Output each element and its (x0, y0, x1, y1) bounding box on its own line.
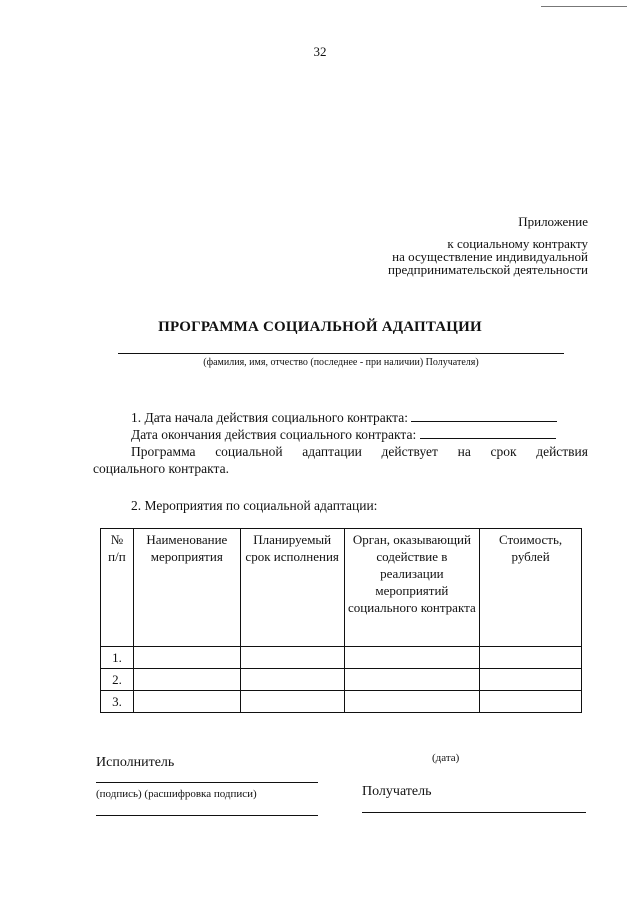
date-caption: (дата) (432, 752, 460, 764)
recipient-name-line[interactable] (118, 353, 564, 354)
start-date-field[interactable] (411, 409, 557, 422)
header-planned-term: Планируемый срок исполнения (240, 529, 344, 647)
table-row (101, 669, 582, 691)
cell-cost[interactable] (480, 669, 582, 691)
cell-planned-term[interactable] (240, 669, 344, 691)
recipient-label: Получатель (362, 784, 432, 799)
appendix-title: Приложение (518, 214, 588, 229)
executor-name-line[interactable] (96, 815, 318, 816)
top-rule (541, 6, 627, 7)
cell-activity-name[interactable] (133, 669, 240, 691)
document-title: ПРОГРАММА СОЦИАЛЬНОЙ АДАПТАЦИИ (158, 319, 482, 335)
appendix-line-3: предпринимательской деятельности (388, 262, 588, 277)
end-date-label: Дата окончания действия социального контракта: (131, 427, 417, 442)
start-date-row (131, 409, 557, 426)
appendix-line-2: на осуществление индивидуальной (392, 249, 588, 264)
cell-planned-term[interactable] (240, 691, 344, 713)
recipient-signature-line[interactable] (362, 812, 586, 813)
duration-line-1: Программа социальной адаптации действует на срок действия (131, 444, 588, 459)
row-number: 3. (101, 691, 134, 713)
recipient-name-caption: (фамилия, имя, отчество (последнее - при наличии) Получателя) (203, 357, 479, 368)
start-date-label: 1. Дата начала действия социального контракта: (131, 410, 408, 425)
section2-label: 2. Мероприятия по социальной адаптации: (131, 498, 378, 513)
page-number: 32 (313, 44, 327, 59)
end-date-row (131, 426, 556, 443)
header-cost: Стоимость, рублей (480, 529, 582, 647)
cell-organization[interactable] (344, 647, 480, 669)
cell-activity-name[interactable] (133, 647, 240, 669)
executor-signature-line[interactable] (96, 782, 318, 783)
end-date-field[interactable] (420, 426, 556, 439)
appendix-line-1: к социальному контракту (447, 236, 588, 251)
row-number: 1. (101, 647, 134, 669)
cell-cost[interactable] (480, 647, 582, 669)
header-number: № п/п (101, 529, 134, 647)
cell-activity-name[interactable] (133, 691, 240, 713)
table-header-row (101, 529, 582, 647)
signature-caption: (подпись) (расшифровка подписи) (96, 788, 257, 800)
header-organization: Орган, оказывающий содействие в реализации мероприятий социального контракта (344, 529, 480, 647)
cell-planned-term[interactable] (240, 647, 344, 669)
cell-cost[interactable] (480, 691, 582, 713)
executor-label: Исполнитель (96, 755, 175, 770)
row-number: 2. (101, 669, 134, 691)
cell-organization[interactable] (344, 669, 480, 691)
duration-line-2: социального контракта. (93, 461, 229, 476)
cell-organization[interactable] (344, 691, 480, 713)
activities-table (100, 528, 582, 713)
table-row (101, 647, 582, 669)
table-row (101, 691, 582, 713)
header-activity-name: Наименование мероприятия (133, 529, 240, 647)
